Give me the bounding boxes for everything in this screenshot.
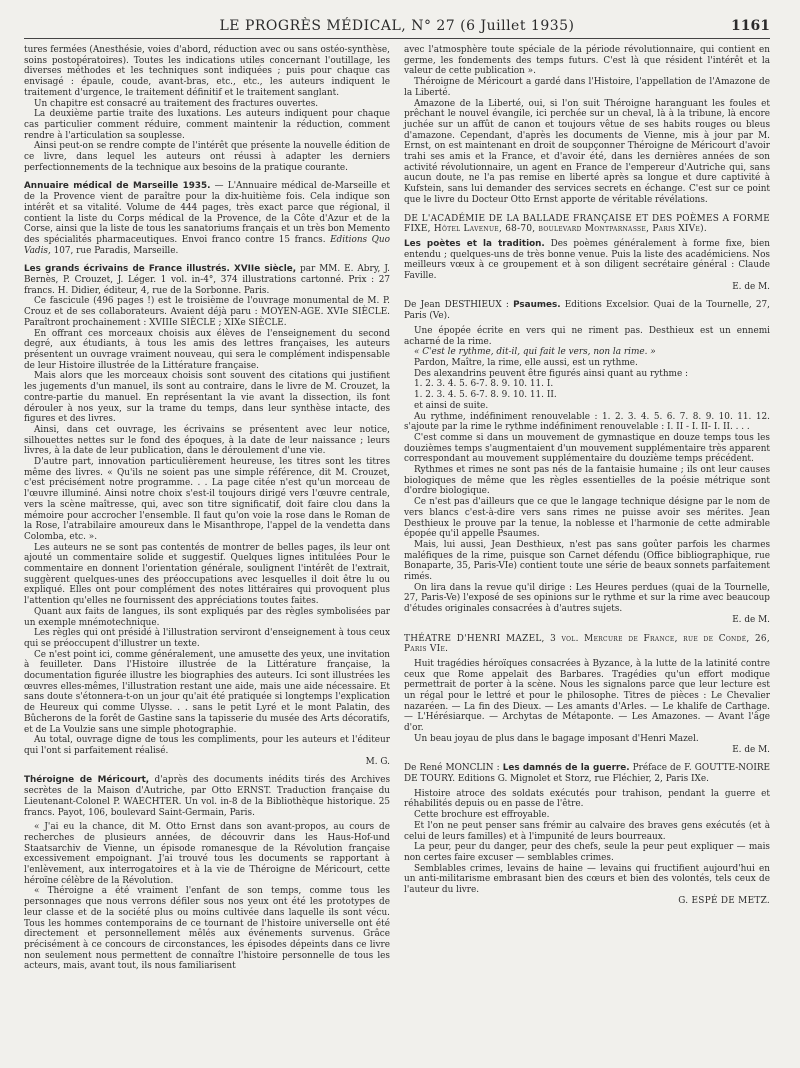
paragraph: Un chapitre est consacré au traitement des fractures ouvertes. <box>34 98 319 109</box>
left-column <box>24 45 390 972</box>
review-author: De René MONCLIN : <box>404 763 500 774</box>
signature: G. ESPÉ DE METZ. <box>678 895 770 906</box>
paragraph: Ce fascicule (496 pages !) est le troisième de l'ouvrage monumental de M. P. Crouz et de ses collaborateurs. Avaient déjà paru : MOYEN-AGE. XVIe SIÈCLE. Paraîtront prochainement : XVIIIe SIÈCLE ; XIXe SIÈCLE. <box>24 296 390 328</box>
review-title: Psaumes. <box>513 300 561 311</box>
paragraph: Quant aux faits de langues, ils sont expliqués par des règles symbolisées par un exemple mnémotechnique. <box>24 606 390 628</box>
review-psaumes <box>404 300 770 321</box>
paragraph: Des alexandrins peuvent être figurés ainsi quant au rythme : <box>414 368 689 379</box>
review-text: Préface de F. GOUTTE-NOIRE DE TOURY. Editions G. Mignolet et Storz, rue Fléchier, 2, Paris IXe. <box>404 763 770 784</box>
paragraph: « J'ai eu la chance, dit M. Otto Ernst dans son avant-propos, au cours de recherches de plusieurs années, de découvrir dans les Haus-Hof-und Staatsarchiv de Vienne, un épisode romanesque de la Révolution française excessivement empoignant. J'ai trouvé tous les documents se rapportant à l'enlèvement, aux interrogatoires et à la vie de Théroigne de Méricourt, cette héroïne célèbre de la Révolution. <box>24 822 390 886</box>
paragraph: La deuxième partie traite des luxations. Les auteurs indiquent pour chaque cas particulier comment réduire, comment maintenir la réduction, comment rendre à l'articulation sa souplesse. <box>24 109 390 141</box>
paragraph: tures fermées (Anesthésie, voies d'abord, réduction avec ou sans ostéo-synthèse, soins postopératoires). Toutes les indications utiles concernant l'outillage, les diverses méthodes et les techniques sont indiquées ; puis pour chaque cas envisagé : épaule, coude, avant-bras, etc., etc., les auteurs indiquent le traitement d'urgence, le traitement définitif et le traitement sanglant. <box>24 45 390 98</box>
signature: M. G. <box>365 756 390 767</box>
paragraph: Histoire atroce des soldats exécutés pour trahison, pendant la guerre et réhabilités depuis ou en passe de l'être. <box>404 788 770 810</box>
paragraph: avec l'atmosphère toute spéciale de la période révolutionnaire, qui contient en germe, les fondements des temps futurs. C'est là que résident l'intérêt et la valeur de cette publication ». <box>404 45 770 77</box>
journal-title: LE PROGRÈS MÉDICAL, N° 27 (6 Juillet 1935) <box>219 18 575 34</box>
paragraph: D'autre part, innovation particulièrement heureuse, les titres sont les titres même des livres. « Qu'ils ne soient pas une simple référence, dit M. Crouzet, c'est précisément notre programme. . . La page citée n'est qu'un morceau de l'œuvre illuminé. Ainsi notre choix s'est-il toujours dirigé vers l'œuvre centrale, vers la scène maîtresse, qui, avec son titre significatif, doit faire clou dans la mémoire pour accrocher l'ensemble. Il faut qu'on voie la rose dans le Roman de la Rose, l'atrabilaire amoureux dans le Misanthrope, l'appel de la vendetta dans Colomba, etc. ». <box>24 457 390 542</box>
signature: E. de M. <box>732 281 770 292</box>
paragraph: « Théroigne a été vraiment l'enfant de son temps, comme tous les personnages que nous verrons défiler sous nos yeux ont été les prototypes de leur classe et de la société plus ou moins cultivée dans laquelle ils sont vécu. Tous les hommes contemporains de ce tournant de l'histoire universelle ont été directement et personnellement mêlés aux événements survenus. Grâce précisément à ce concours de circonstances, les épisodes dépeints dans ce livre non seulement nous permettent de connaître l'histoire personnelle de tous les acteurs, mais, avant tout, ils nous familiarisent <box>24 886 390 972</box>
rhythm-line: 1. 2. 3. 4. 5. 6-7. 8. 9. 10. 11. II. <box>414 390 557 401</box>
paragraph: Les auteurs ne se sont pas contentés de montrer de belles pages, ils leur ont ajouté un commentaire solide et suggestif. Quelques lignes intitulées Pour le commentaire en donnent l'orientation générale, soulignent l'intérêt de l'extrait, suggèrent quelques-unes des préoccupations avec lesquelles il doit être lu ou expliqué. Elles ont pour complément des notes littéraires qui provoquent plus l'attention qu'elles ne fournissent des appréciations toutes faites. <box>24 542 390 607</box>
paragraph: Ce n'est pas d'ailleurs que ce que le langage technique désigne par le nom de vers blancs c'est-à-dire vers sans rimes ne puisse avoir ses mérites. Jean Desthieux le prouve par la tenue, la noblesse et l'harmonie de cette admirable épopée qu'il appelle Psaumes. <box>404 497 770 540</box>
right-column <box>404 45 770 972</box>
rhythm-line: 1. 2. 3. 4. 5. 6-7. 8. 9. 10. 11. I. <box>414 379 554 390</box>
page-number: 1161 <box>731 18 770 34</box>
review-text: d'après des documents inédits tirés des Archives secrètes de la Maison d'Autriche, par Otto ERNST. Traduction française du Lieutenant-Colonel P. WAECHTER. Un vol. in-8 de la Bibliothèque historique. 25 francs. Payot, 106, boulevard Saint-Germain, Paris. <box>24 775 390 818</box>
paragraph: Et l'on ne peut penser sans frémir au calvaire des braves gens exécutés (et à celui de leurs familles) et à l'impunité de leurs bourreaux. <box>404 820 770 842</box>
paragraph: « C'est le rythme, dit-il, qui fait le vers, non la rime. » <box>414 347 656 358</box>
paragraph: Mais, lui aussi, Jean Desthieux, n'est pas sans goûter parfois les charmes maléfiques de la rime, puisque son Carnet défendu (Office bibliographique, rue Bonaparte, 35, Paris-VIe) contient toute une série de beaux sonnets parfaitement rimés. <box>404 539 770 583</box>
review-text: Des poèmes généralement à forme fixe, bien entendu ; quelques-uns de très bonne venue. Puis la liste des académiciens. Nos meilleurs vœux à ce groupement et à son diligent secrétaire général : Claude Faville. <box>404 238 770 282</box>
signature: E. de M. <box>732 744 770 755</box>
review-title: Annuaire médical de Marseille 1935. <box>24 181 211 192</box>
paragraph: Huit tragédies héroïques consacrées à Byzance, à la lutte de la latinité contre ceux que Rome appelait des Barbares. Tragédies qu'un effort modique permettrait de porter à la scène. Nous les signalons parce que leur lecture est un régal pour le lettré et pour le philosophe. Titres de pièces : Le Chevalier nazaréen. — La fin des Dieux. — Les amants d'Arles. — Le khalife de Carthage. — L'Hérésiarque. — Archytas de Métaponte. — Les Amazones. — Avant l'âge d'or. <box>404 658 770 734</box>
page-header <box>24 18 770 39</box>
review-author: De Jean DESTHIEUX : <box>404 300 509 311</box>
review-publisher: Editions Excelsior. Quai de la Tournelle, 27, Paris (Ve). <box>404 300 770 322</box>
paragraph: Ce n'est point ici, comme généralement, une amusette des yeux, une invitation à feuilleter. Dans l'Histoire illustrée de la Littérature française, la documentation figurée illustre les biographies des auteurs. Ici sont illustrées les œuvres elles-mêmes, l'illustration restant une aide, mais une aide nécessaire. Et sans doute s'étonnera-t-on un jour qu'ait été pratiquée si longtemps l'explication de Heureux qui comme Ulysse. . . sans le petit Lyré et le mont Palatin, des Bûcherons de la forêt de Gastine sans la tapisserie du musée des Arts décoratifs, et de La Voulzie sans une simple photographie. <box>24 649 390 735</box>
review-text: — L'Annuaire médical de-Marseille et de la Provence vient de paraître pour la dix-huitième fois. Cela indique son intérêt et sa vitalité. Volume de 444 pages, très exact parce que régional, il contient la liste du Corps médical de la Provence, de la Côte d'Azur et de la Corse, ainsi que la liste de tous les sanatoriums français et un très bon Memento des spécialités pharmaceutiques. Envoi franco contre 15 francs. <box>24 181 391 245</box>
review-theroigne <box>24 775 390 818</box>
paragraph: Théroigne de Méricourt a gardé dans l'Histoire, l'appellation de l'Amazone de la Liberté. <box>404 77 770 98</box>
paragraph: Pardon, Maître, la rime, elle aussi, est un rythme. <box>414 357 638 368</box>
review-academie-line: DE L'ACADÉMIE DE LA BALLADE FRANÇAISE ET DES POÈMES A FORME FIXE, Hôtel Lavenue, 68-70, boulevard Montparnasse, Paris XIVe). <box>404 213 770 235</box>
review-address: 107, rue Paradis, Marseille. <box>50 245 179 256</box>
paragraph: Au rythme, indéfiniment renouvelable : 1. 2. 3. 4. 5. 6. 7. 8. 9. 10. 11. 12. s'ajoute par la rime le rythme indéfiniment renouvelable : I. II - I. II- I. II. . . . <box>404 411 770 433</box>
review-title: Les poètes et la tradition. <box>404 238 545 249</box>
paragraph: et ainsi de suite. <box>414 400 489 411</box>
paragraph: Ainsi, dans cet ouvrage, les écrivains se présentent avec leur notice, silhouettes nettes sur le fond des époques, à la date de leur naissance ; leurs livres, à la date de leur publication, dans le déroulement d'une vie. <box>24 424 390 457</box>
review-ecrivains <box>24 264 390 296</box>
paragraph: Cette brochure est effroyable. <box>414 810 550 821</box>
paragraph: Au total, ouvrage digne de tous les compliments, pour les auteurs et l'éditeur qui l'ont si parfaitement réalisé. <box>24 735 390 756</box>
paragraph: Amazone de la Liberté, oui, si l'on suit Théroigne haranguant les foules et prêchant le nouvel évangile, ici perchée sur un cheval, là à la tribune, là encore juchée sur un affût de canon et toujours vêtue de ses habits rouges ou bleus d'amazone. Cependant, d'après les documents de Vienne, mis à jour par M. Ernst, on est maintenant en droit de soupçonner Théroigne de Méricourt d'avoir trahi ses amis et la France, et d'avoir été, dans les dernières années de son activité révolutionnaire, un agent en France de l'empereur d'Autriche qui, sans aucun doute, ne l'a pas remise en liberté après sa longue et dure captivité à Kufstein, sans lui demander des services secrets en échange. C'est sur ce point que le livre du Docteur Otto Ernst apporte de véritable révélations. <box>404 98 770 205</box>
review-publisher: Editions Quo Vadis, <box>24 234 390 256</box>
paragraph: On lira dans la revue qu'il dirige : Les Heures perdues (quai de la Tournelle, 27, Paris-Ve) l'exposé de ses opinions sur le rythme et sur la rime avec beaucoup d'études originales consacrées à d'autres sujets. <box>404 582 770 615</box>
review-academie <box>404 239 770 282</box>
paragraph: Rythmes et rimes ne sont pas nés de la fantaisie humaine ; ils ont leur causes biologiques de même que les règles essentielles de la poésie métrique sont d'ordre biologique. <box>404 465 770 497</box>
paragraph: Ainsi peut-on se rendre compte de l'intérêt que présente la nouvelle édition de ce livre, dans lequel les auteurs ont réussi à adapter les derniers perfectionnements de la technique aux besoins de la pratique courante. <box>24 141 390 173</box>
review-mazel-line: THÉATRE D'HENRI MAZEL, 3 vol. Mercure de France, rue de Condé, 26, Paris VIe. <box>404 633 770 655</box>
paragraph: Une épopée écrite en vers qui ne riment pas. Desthieux est un ennemi acharné de la rime. <box>404 325 770 347</box>
review-title: Les grands écrivains de France illustrés. XVIIe siècle, <box>24 264 297 275</box>
review-title: Les damnés de la guerre. <box>502 763 630 774</box>
paragraph: Un beau joyau de plus dans le bagage imposant d'Henri Mazel. <box>414 733 699 744</box>
paragraph: En offrant ces morceaux choisis aux élèves de l'enseignement du second degré, aux étudiants, à tous les amis des lettres françaises, les auteurs présentent un ouvrage vraiment nouveau, qui sera le complément indispensable de leur Histoire illustrée de la Littérature française. <box>24 328 390 371</box>
review-annuaire <box>24 181 390 256</box>
signature: E. de M. <box>732 614 770 625</box>
paragraph: La peur, peur du danger, peur des chefs, seule la peur peut expliquer — mais non certes faire excuser — semblables crimes. <box>404 842 770 863</box>
paragraph: Les règles qui ont présidé à l'illustration serviront d'enseignement à tous ceux qui se préoccupent d'illustrer un texte. <box>24 628 390 649</box>
paragraph: Semblables crimes, levains de haine — levains qui fructifient aujourd'hui en un anti-militarisme embrasant bien des cœurs et bien des volontés, tels ceux de l'auteur du livre. <box>404 863 770 896</box>
review-moncelin <box>404 763 770 784</box>
paragraph: C'est comme si dans un mouvement de gymnastique en douze temps tous les douzièmes temps s'augmentaient d'un mouvement supplémentaire très apparent correspondant au mouvement supplémentaire du douzième temps précédent. <box>404 432 770 465</box>
review-authors: par MM. E. Abry, J. Bernès, P. Crouzet, J. Léger. 1 vol. in-4°, 374 illustrations cartonné. Prix : 27 francs. H. Didier, éditeur, 4, rue de la Sorbonne. Paris. <box>24 264 391 296</box>
paragraph: Mais alors que les morceaux choisis sont souvent des citations qui justifient les jugements d'un manuel, ils sont au contraire, dans le livre de M. Crouzet, la contre-partie du manuel. En représentant la vie avant la dissection, ils font dérouler à nos yeux, sur la trame du temps, dans leur synthèse intacte, des figures et des livres. <box>24 371 390 425</box>
review-title: Théroigne de Méricourt, <box>24 775 150 786</box>
